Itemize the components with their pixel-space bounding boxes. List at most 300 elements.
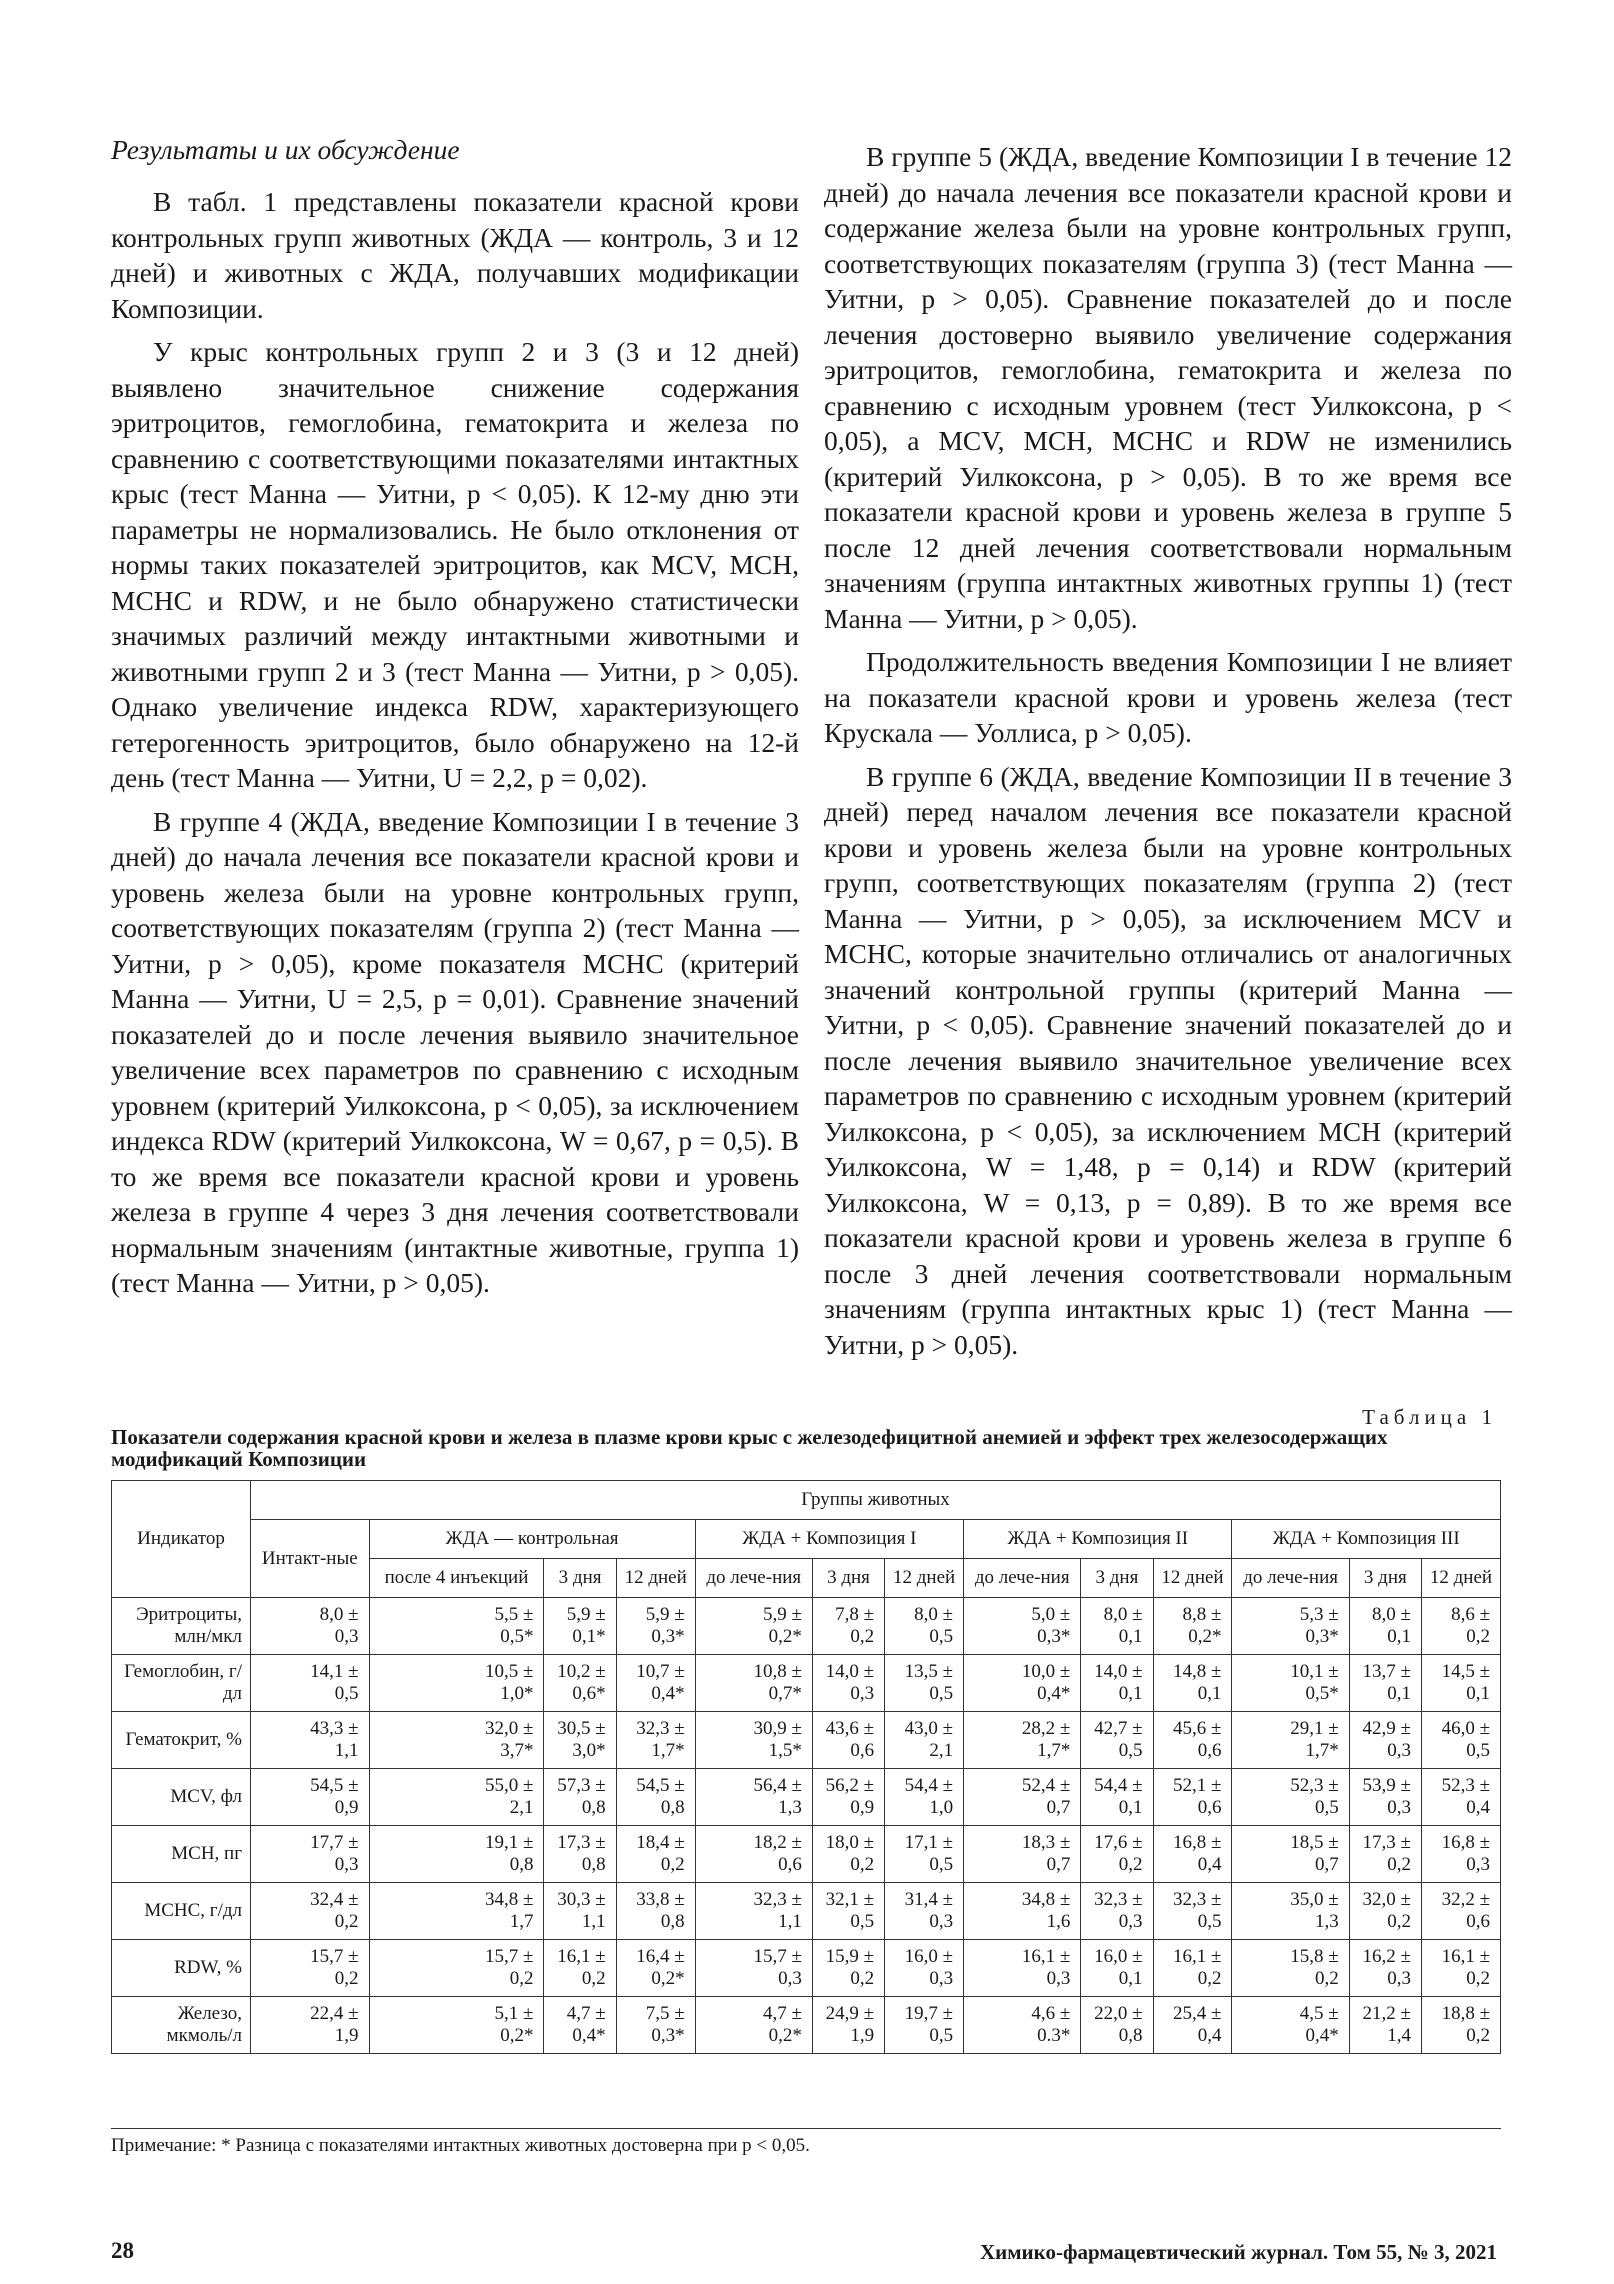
mean-value: 21,2 ± [1362,2003,1411,2024]
sd-value: 0,1* [572,1626,606,1647]
value-cell [1232,1826,1349,1883]
subheader-cell: после 4 инъекций [369,1559,544,1598]
value-cell [1081,1598,1153,1655]
sd-value: 1,4 [1387,2025,1411,2046]
mean-value: 16,8 ± [1173,1832,1222,1853]
value-cell [695,1883,812,1940]
mean-value: 46,0 ± [1441,1718,1490,1739]
mean-value: 52,1 ± [1173,1775,1222,1796]
mean-value: 8,0 ± [914,1604,954,1625]
mean-value: 33,8 ± [636,1889,685,1910]
mean-value: 18,4 ± [636,1832,685,1853]
value-cell [369,1883,544,1940]
sd-value: 0.3* [1037,2025,1071,2046]
mean-value: 25,4 ± [1173,2003,1222,2024]
sd-value: 0,3 [1046,1968,1071,1989]
mean-value: 7,8 ± [835,1604,875,1625]
value-cell [695,1997,812,2054]
value-cell [1153,1769,1232,1826]
mean-value: 34,8 ± [485,1889,534,1910]
sd-value: 0,3 [1387,1797,1411,1818]
sd-value: 0,2* [768,1626,802,1647]
mean-value: 56,4 ± [753,1775,802,1796]
sd-value: 0,2 [581,1968,606,1989]
mean-value: 16,4 ± [636,1946,685,1967]
sd-value: 0,8 [660,1797,685,1818]
header-indicator: Индикатор [112,1481,251,1598]
mean-value: 52,4 ± [1021,1775,1071,1796]
value-cell [1081,1940,1153,1997]
value-cell [544,1598,616,1655]
sd-value: 0,2 [509,1968,534,1989]
sd-value: 0,5 [1314,1797,1339,1818]
mean-value: 32,3 ± [1173,1889,1222,1910]
value-cell [251,1997,370,2054]
value-cell [251,1655,370,1712]
sd-value: 1,7* [651,1740,685,1761]
table-row [112,1598,1501,1655]
mean-value: 17,3 ± [557,1832,606,1853]
sd-value: 0,1 [1118,1626,1143,1647]
value-cell [1232,1769,1349,1826]
sd-value: 0,2 [1387,1911,1411,1932]
mean-value: 15,8 ± [1290,1946,1339,1967]
mean-value: 15,9 ± [825,1946,875,1967]
sd-value: 0,2 [1387,1854,1411,1875]
results-table [111,1480,1501,2054]
mean-value: 28,2 ± [1021,1718,1071,1739]
mean-value: 5,9 ± [566,1604,606,1625]
sd-value: 2,1 [929,1740,954,1761]
subheader-cell: 12 дней [885,1559,964,1598]
sd-value: 0,5* [1305,1683,1339,1704]
mean-value: 10,0 ± [1021,1661,1071,1682]
table-row [112,1655,1501,1712]
sd-value: 0,3 [1387,1740,1411,1761]
value-cell [1153,1940,1232,1997]
value-cell [251,1826,370,1883]
value-cell [616,1712,695,1769]
sd-value: 1,3 [1314,1911,1339,1932]
value-cell [1421,1769,1500,1826]
mean-value: 16,0 ± [1094,1946,1143,1967]
mean-value: 17,6 ± [1094,1832,1143,1853]
sd-value: 0,5 [929,1854,954,1875]
value-cell [812,1940,884,1997]
subheader-cell: 12 дней [616,1559,695,1598]
subheader-cell: до лече-ния [695,1559,812,1598]
value-cell [885,1712,964,1769]
mean-value: 16,2 ± [1362,1946,1411,1967]
value-cell [812,1826,884,1883]
mean-value: 19,7 ± [904,2003,954,2024]
value-cell [1349,1940,1421,1997]
indicator-name: MCH, пг [112,1826,251,1883]
sd-value: 1,0 [929,1797,954,1818]
value-cell [695,1712,812,1769]
mean-value: 10,5 ± [485,1661,534,1682]
sd-value: 0,6 [1197,1740,1222,1761]
mean-value: 32,0 ± [485,1718,534,1739]
right-text-column [824,139,1512,1370]
value-cell [812,1997,884,2054]
value-cell [1421,1598,1500,1655]
mean-value: 32,3 ± [636,1718,685,1739]
value-cell [1232,1598,1349,1655]
value-cell [812,1769,884,1826]
value-cell [1349,1598,1421,1655]
indicator-name: MCV, фл [112,1769,251,1826]
mean-value: 4,6 ± [1031,2003,1071,2024]
sd-value: 0,4 [1466,1797,1490,1818]
value-cell [544,1826,616,1883]
sd-value: 0,3 [1387,1968,1411,1989]
sd-value: 0,6 [778,1854,802,1875]
mean-value: 54,5 ± [636,1775,685,1796]
value-cell [964,1655,1081,1712]
value-cell [251,1598,370,1655]
subheader-cell: 3 дня [544,1559,616,1598]
value-cell [885,1940,964,1997]
mean-value: 30,3 ± [557,1889,606,1910]
sd-value: 0,5 [1118,1740,1143,1761]
value-cell [251,1769,370,1826]
mean-value: 42,9 ± [1362,1718,1411,1739]
indicator-name: RDW, % [112,1940,251,1997]
value-cell [1081,1826,1153,1883]
sd-value: 0,9 [850,1797,875,1818]
value-cell [1349,1997,1421,2054]
value-cell [544,1712,616,1769]
value-cell [251,1940,370,1997]
value-cell [369,1997,544,2054]
value-cell [964,1598,1081,1655]
mean-value: 15,7 ± [753,1946,802,1967]
header-group: ЖДА + Композиция III [1232,1520,1501,1559]
value-cell [885,1883,964,1940]
value-cell [812,1655,884,1712]
value-cell [1421,1997,1500,2054]
subheader-cell: 3 дня [1081,1559,1153,1598]
header-group: ЖДА + Композиция II [964,1520,1232,1559]
paragraph: В табл. 1 представлены показатели красной крови контрольных групп животных (ЖДА — контроль, 3 и 12 дней) и животных с ЖДА, получавших модификации Композиции. [111,186,799,324]
mean-value: 18,8 ± [1441,2003,1490,2024]
value-cell [1232,1655,1349,1712]
mean-value: 22,4 ± [310,2003,359,2024]
sd-value: 0,1 [1197,1683,1222,1704]
table-row [112,1712,1501,1769]
left-text-column [111,132,799,1309]
sd-value: 0,1 [1118,1683,1143,1704]
table-caption: Показатели содержания красной крови и железа в плазме крови крыс с железодефицитной анемией и эффект трех железосодержащих модификаций Композиции [111,1425,1388,1471]
value-cell [369,1598,544,1655]
mean-value: 8,0 ± [1103,1604,1143,1625]
mean-value: 18,2 ± [753,1832,802,1853]
value-cell [1153,1997,1232,2054]
mean-value: 32,3 ± [1094,1889,1143,1910]
sd-value: 0,8 [581,1854,606,1875]
value-cell [369,1769,544,1826]
sd-value: 0,2 [850,1968,875,1989]
sd-value: 0,5 [1466,1740,1490,1761]
sd-value: 0,4 [1197,1854,1222,1875]
mean-value: 10,8 ± [753,1661,802,1682]
table-note: Примечание: * Разница с показателями интактных животных достоверна при p < 0,05. [111,2128,1501,2157]
sd-value: 0,2 [1314,1968,1339,1989]
value-cell [695,1826,812,1883]
indicator-name: Железо, мкмоль/л [112,1997,251,2054]
value-cell [1232,1997,1349,2054]
value-cell [885,1655,964,1712]
value-cell [544,1769,616,1826]
sd-value: 0,8 [509,1854,534,1875]
mean-value: 32,4 ± [310,1889,359,1910]
journal-footer: Химико-фармацевтический журнал. Том 55, № 3, 2021 [979,2240,1497,2264]
sd-value: 0,7* [768,1683,802,1704]
table-row [112,1826,1501,1883]
value-cell [964,1769,1081,1826]
value-cell [616,1826,695,1883]
value-cell [964,1712,1081,1769]
mean-value: 54,4 ± [1094,1775,1143,1796]
value-cell [1081,1769,1153,1826]
mean-value: 32,0 ± [1362,1889,1411,1910]
sd-value: 0,7 [1046,1797,1071,1818]
mean-value: 5,3 ± [1299,1604,1339,1625]
mean-value: 17,3 ± [1362,1832,1411,1853]
sd-value: 0,1 [1118,1968,1143,1989]
mean-value: 13,7 ± [1362,1661,1411,1682]
sd-value: 0,9 [334,1797,359,1818]
value-cell [1081,1712,1153,1769]
value-cell [885,1598,964,1655]
mean-value: 43,0 ± [904,1718,954,1739]
sd-value: 3,7* [500,1740,534,1761]
table-row [112,1940,1501,1997]
indicator-name: Гемоглобин, г/дл [112,1655,251,1712]
sd-value: 0,3 [334,1626,359,1647]
value-cell [964,1940,1081,1997]
value-cell [1232,1883,1349,1940]
value-cell [251,1712,370,1769]
paragraph: Продолжительность введения Композиции I не влияет на показатели красной крови и уровень железа (тест Крускала — Уоллиса, p > 0,05). [824,646,1512,748]
paragraph: В группе 4 (ЖДА, введение Композиции I в течение 3 дней) до начала лечения все показатели красной крови и уровень железа были на уровне контрольных групп, соответствующих показателям (группа 2) (тест Манна — Уитни, p > 0,05), кроме показателя MCHC (критерий Манна — Уитни, U = 2,5, p = 0,01). Сравнение значений показателей до и после лечения выявило значительное увеличение всех параметров по сравнению с исходным уровнем (критерий Уилкоксона, p < 0,05), за исключением индекса RDW (критерий Уилкоксона, W = 0,67, p = 0,5). В то же время все показатели красной крови и уровень железа в группе 4 через 3 дня лечения соответствовали нормальным значениям (интактные животные, группа 1) (тест Манна — Уитни, p > 0,05). [111,805,799,1298]
table-body [112,1598,1501,2054]
value-cell [964,1997,1081,2054]
value-cell [369,1655,544,1712]
sd-value: 0,7 [1046,1854,1071,1875]
sd-value: 0,4* [1305,2025,1339,2046]
value-cell [1153,1826,1232,1883]
mean-value: 16,1 ± [557,1946,606,1967]
mean-value: 8,0 ± [1372,1604,1411,1625]
sd-value: 0,4* [572,2025,606,2046]
value-cell [1232,1940,1349,1997]
value-cell [1421,1655,1500,1712]
sd-value: 1,9 [850,2025,875,2046]
value-cell [1081,1997,1153,2054]
sd-value: 0,5 [929,1683,954,1704]
mean-value: 43,6 ± [825,1718,875,1739]
sd-value: 0,2* [1188,1626,1222,1647]
mean-value: 52,3 ± [1290,1775,1339,1796]
value-cell [616,1997,695,2054]
mean-value: 57,3 ± [557,1775,606,1796]
mean-value: 8,6 ± [1451,1604,1490,1625]
sd-value: 0,3 [929,1911,954,1932]
value-cell [964,1826,1081,1883]
value-cell [616,1769,695,1826]
sd-value: 0,2* [500,2025,534,2046]
value-cell [695,1769,812,1826]
mean-value: 17,1 ± [904,1832,954,1853]
sd-value: 0,3* [651,2025,685,2046]
mean-value: 32,3 ± [753,1889,802,1910]
value-cell [544,1997,616,2054]
mean-value: 16,1 ± [1173,1946,1222,1967]
mean-value: 14,0 ± [1094,1661,1143,1682]
mean-value: 8,8 ± [1182,1604,1222,1625]
mean-value: 31,4 ± [904,1889,954,1910]
sd-value: 0,2* [768,2025,802,2046]
sd-value: 0,5 [1197,1911,1222,1932]
indicator-name: MCHC, г/дл [112,1883,251,1940]
value-cell [1349,1769,1421,1826]
value-cell [1349,1883,1421,1940]
mean-value: 14,5 ± [1441,1661,1490,1682]
sd-value: 0,3 [929,1968,954,1989]
mean-value: 32,2 ± [1441,1889,1490,1910]
mean-value: 14,0 ± [825,1661,875,1682]
mean-value: 7,5 ± [645,2003,685,2024]
mean-value: 16,1 ± [1021,1946,1071,1967]
sd-value: 0,3 [778,1968,802,1989]
sd-value: 0,6 [1197,1797,1222,1818]
subheader-cell: 12 дней [1421,1559,1500,1598]
mean-value: 18,5 ± [1290,1832,1339,1853]
mean-value: 45,6 ± [1173,1718,1222,1739]
sd-value: 0,4* [1037,1683,1071,1704]
value-cell [1349,1826,1421,1883]
value-cell [544,1655,616,1712]
mean-value: 4,7 ± [566,2003,606,2024]
sd-value: 1,6 [1046,1911,1071,1932]
sd-value: 0,7 [1314,1854,1339,1875]
value-cell [1153,1883,1232,1940]
sd-value: 3,0* [572,1740,606,1761]
paragraph: В группе 5 (ЖДА, введение Композиции I в течение 12 дней) до начала лечения все показатели красной крови и содержание железа были на уровне контрольных групп, соответствующих показателям (группа 3) (тест Манна — Уитни, p > 0,05). Сравнение показателей до и после лечения достоверно выявило увеличение содержания эритроцитов, гемоглобина, гематокрита и железа по сравнению с исходным уровнем (тест Уилкоксона, p < 0,05), а MCV, MCH, MCHC и RDW не изменились (критерий Уилкоксона, p > 0,05). В то же время все показатели красной крови и уровень железа в группе 5 после 12 дней лечения соответствовали нормальным значениям (группа интактных животных группы 1) (тест Манна — Уитни, p > 0,05). [824,141,1512,634]
paragraph: У крыс контрольных групп 2 и 3 (3 и 12 дней) выявлено значительное снижение содержания эритроцитов, гемоглобина, гематокрита и железа по сравнению с соответствующими показателями интактных крыс (тест Манна — Уитни, p < 0,05). К 12-му дню эти параметры не нормализовались. Не было отклонения от нормы таких показателей эритроцитов, как MCV, MCH, MCHC и RDW, и не было обнаружено статистически значимых различий между интактными животными и животными групп 2 и 3 (тест Манна — Уитни, p > 0,05). Однако увеличение индекса RDW, характеризующего гетерогенность эритроцитов, было обнаружено на 12-й день (тест Манна — Уитни, U = 2,2, p = 0,02). [111,336,799,793]
value-cell [1153,1655,1232,1712]
sd-value: 0,3* [651,1626,685,1647]
value-cell [695,1655,812,1712]
sd-value: 1,1 [581,1911,606,1932]
paragraph: В группе 6 (ЖДА, введение Композиции II в течение 3 дней) перед началом лечения все показатели красной крови и уровень железа были на уровне контрольных групп, соответствующих показателям (группа 2) (тест Манна — Уитни, p > 0,05), за исключением MCV и MCHC, которые значительно отличались от аналогичных значений контрольной группы (критерий Манна — Уитни, p < 0,05). Сравнение значений показателей до и после лечения выявило значительное увеличение всех параметров по сравнению с исходным уровнем (критерий Уилкоксона, p < 0,05), за исключением MCH (критерий Уилкоксона, W = 1,48, p = 0,14) и RDW (критерий Уилкоксона, W = 0,13, p = 0,89). В то же время все показатели красной крови и уровень железа в группе 6 после 3 дней лечения соответствовали нормальным значениям (группа интактных крыс 1) (тест Манна — Уитни, p > 0,05). [824,760,1512,1360]
mean-value: 5,9 ± [762,1604,802,1625]
mean-value: 8,0 ± [319,1604,359,1625]
sd-value: 0,5 [850,1911,875,1932]
section-heading: Результаты и их обсуждение [111,134,460,165]
subheader-cell: 3 дня [812,1559,884,1598]
sd-value: 0,3 [850,1683,875,1704]
indicator-name: Эритроциты, млн/мкл [112,1598,251,1655]
mean-value: 53,9 ± [1362,1775,1411,1796]
subheader-cell: 12 дней [1153,1559,1232,1598]
mean-value: 43,3 ± [310,1718,359,1739]
value-cell [616,1655,695,1712]
sd-value: 0,2 [334,1968,359,1989]
mean-value: 19,1 ± [485,1832,534,1853]
value-cell [544,1883,616,1940]
mean-value: 52,3 ± [1441,1775,1490,1796]
sd-value: 0,3 [1118,1911,1143,1932]
value-cell [1153,1712,1232,1769]
mean-value: 15,7 ± [485,1946,534,1967]
mean-value: 30,9 ± [753,1718,802,1739]
sd-value: 0,2 [1466,1626,1490,1647]
mean-value: 13,5 ± [904,1661,954,1682]
value-cell [1232,1712,1349,1769]
subheader-cell: 3 дня [1349,1559,1421,1598]
sd-value: 1,7 [509,1911,534,1932]
value-cell [885,1826,964,1883]
sd-value: 0,2 [1197,1968,1222,1989]
mean-value: 16,0 ± [904,1946,954,1967]
value-cell [695,1598,812,1655]
value-cell [1081,1655,1153,1712]
value-cell [885,1769,964,1826]
value-cell [1421,1826,1500,1883]
sd-value: 1,3 [778,1797,802,1818]
mean-value: 22,0 ± [1094,2003,1143,2024]
mean-value: 24,9 ± [825,2003,875,2024]
mean-value: 16,8 ± [1441,1832,1490,1853]
header-group: ЖДА + Композиция I [695,1520,963,1559]
mean-value: 32,1 ± [825,1889,875,1910]
value-cell [964,1883,1081,1940]
value-cell [1421,1883,1500,1940]
sd-value: 0,4* [651,1683,685,1704]
mean-value: 15,7 ± [310,1946,359,1967]
sd-value: 0,2 [660,1854,685,1875]
mean-value: 56,2 ± [825,1775,875,1796]
value-cell [1421,1712,1500,1769]
indicator-name: Гематокрит, % [112,1712,251,1769]
header-groups: Группы животных [251,1481,1501,1520]
value-cell [616,1940,695,1997]
mean-value: 34,8 ± [1021,1889,1071,1910]
sd-value: 0,1 [1387,1626,1411,1647]
sd-value: 0,6 [850,1740,875,1761]
mean-value: 5,5 ± [494,1604,534,1625]
sd-value: 2,1 [509,1797,534,1818]
sd-value: 1,1 [778,1911,802,1932]
mean-value: 10,2 ± [557,1661,606,1682]
sd-value: 1,9 [334,2025,359,2046]
value-cell [616,1883,695,1940]
value-cell [544,1940,616,1997]
subheader-cell: до лече-ния [964,1559,1081,1598]
value-cell [812,1883,884,1940]
sd-value: 1,1 [334,1740,359,1761]
mean-value: 4,5 ± [1299,2003,1339,2024]
mean-value: 17,7 ± [310,1832,359,1853]
mean-value: 5,0 ± [1031,1604,1071,1625]
sd-value: 0,8 [581,1797,606,1818]
sd-value: 0,1 [1118,1797,1143,1818]
value-cell [695,1940,812,1997]
sd-value: 0,8 [1118,2025,1143,2046]
